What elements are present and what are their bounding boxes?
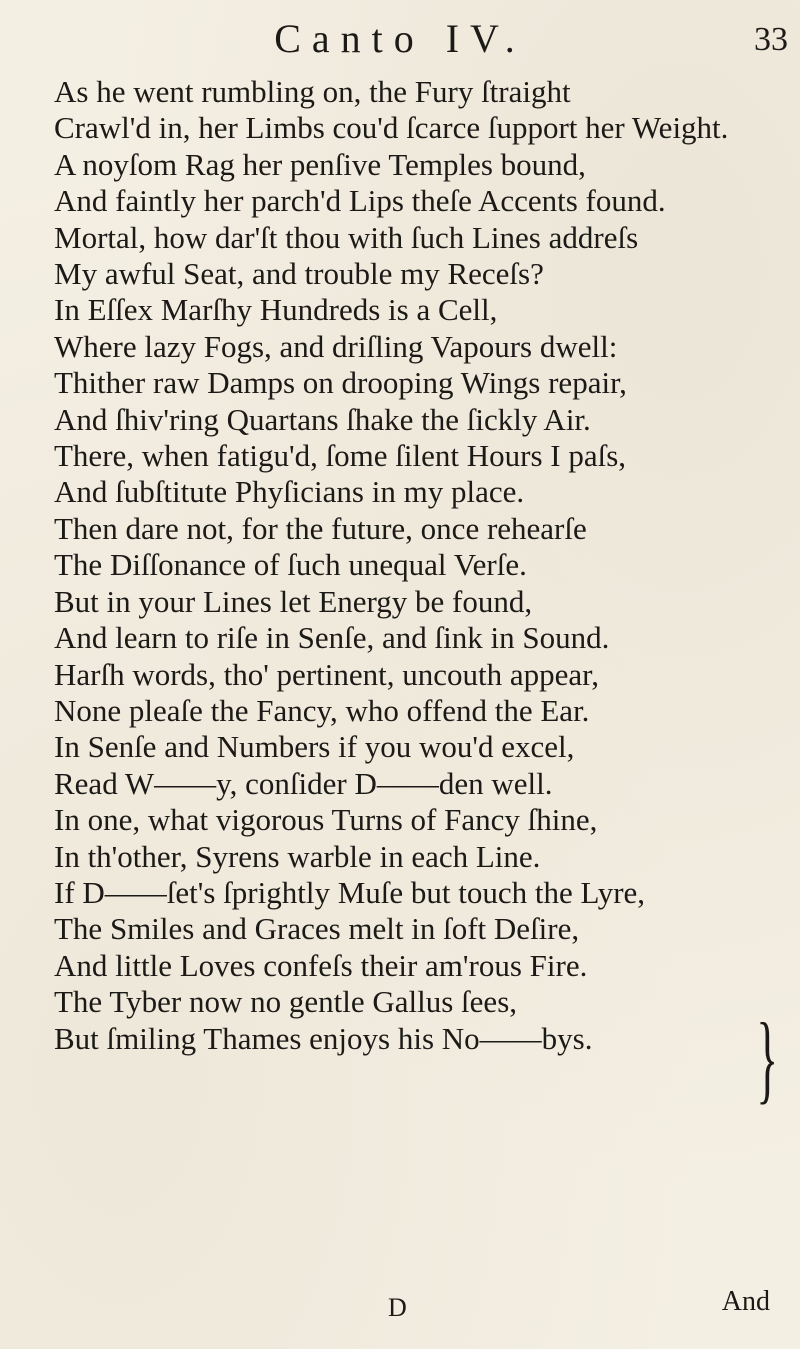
verse-line: My awful Seat, and trouble my Receſs? bbox=[54, 256, 544, 292]
verse-line: The Smiles and Graces melt in ſoft Deſire, bbox=[54, 911, 580, 947]
verse-line: As he went rumbling on, the Fury ſtraight bbox=[54, 74, 571, 109]
signature-mark: D bbox=[388, 1293, 407, 1322]
verse-line: A noyſom Rag her penſive Temples bound, bbox=[54, 146, 586, 182]
verse-line: And little Loves confeſs their am'rous Fire. bbox=[54, 947, 588, 983]
verse-line: The Diſſonance of ſuch unequal Verſe. bbox=[54, 547, 527, 583]
verse-line: If D——ſet's ſprightly Muſe but touch the Lyre, bbox=[54, 874, 646, 910]
verse-line: There, when fatigu'd, ſome ſilent Hours I paſs, bbox=[54, 438, 627, 474]
verse-line: But in your Lines let Energy be found, bbox=[54, 583, 533, 619]
verse-line: In one, what vigorous Turns of Fancy ſhine, bbox=[54, 802, 598, 838]
verse-line: Harſh words, tho' pertinent, uncouth appear, bbox=[54, 656, 599, 692]
verse-line: And learn to riſe in Senſe, and ſink in Sound. bbox=[54, 620, 610, 656]
verse-line: In th'other, Syrens warble in each Line. bbox=[54, 838, 541, 874]
verse-line: Mortal, how dar'ſt thou with ſuch Lines addreſs bbox=[54, 219, 639, 255]
verse-line: In Senſe and Numbers if you wou'd excel, bbox=[54, 729, 575, 765]
verse-line: The Tyber now no gentle Gallus ſees, bbox=[54, 984, 518, 1020]
page-number: 33 bbox=[754, 21, 788, 58]
verse-line: In Eſſex Marſhy Hundreds is a Cell, bbox=[54, 292, 498, 328]
catchword: And bbox=[721, 1286, 770, 1317]
verse-line: And ſubſtitute Phyſicians in my place. bbox=[54, 474, 525, 510]
canto-title: Canto IV. bbox=[274, 16, 526, 61]
verse-line: Where lazy Fogs, and driſling Vapours dwell: bbox=[54, 328, 618, 364]
triplet-brace: } bbox=[756, 1002, 778, 1113]
verse-line: Read W——y, conſider D——den well. bbox=[54, 765, 553, 801]
verse-line: And faintly her parch'd Lips theſe Accents found. bbox=[54, 183, 666, 219]
verse-line: But ſmiling Thames enjoys his No——bys. bbox=[54, 1020, 593, 1056]
verse-line: Thither raw Damps on drooping Wings repair, bbox=[54, 365, 627, 401]
verse-line: Crawl'd in, her Limbs cou'd ſcarce ſupport her Weight. bbox=[54, 110, 729, 146]
verse-line: And ſhiv'ring Quartans ſhake the ſickly Air. bbox=[54, 401, 591, 437]
verse-block bbox=[54, 74, 784, 1057]
verse-line: Then dare not, for the future, once rehearſe bbox=[54, 510, 587, 546]
running-head bbox=[120, 14, 680, 64]
verse-line: None pleaſe the Fancy, who offend the Ear. bbox=[54, 692, 590, 728]
